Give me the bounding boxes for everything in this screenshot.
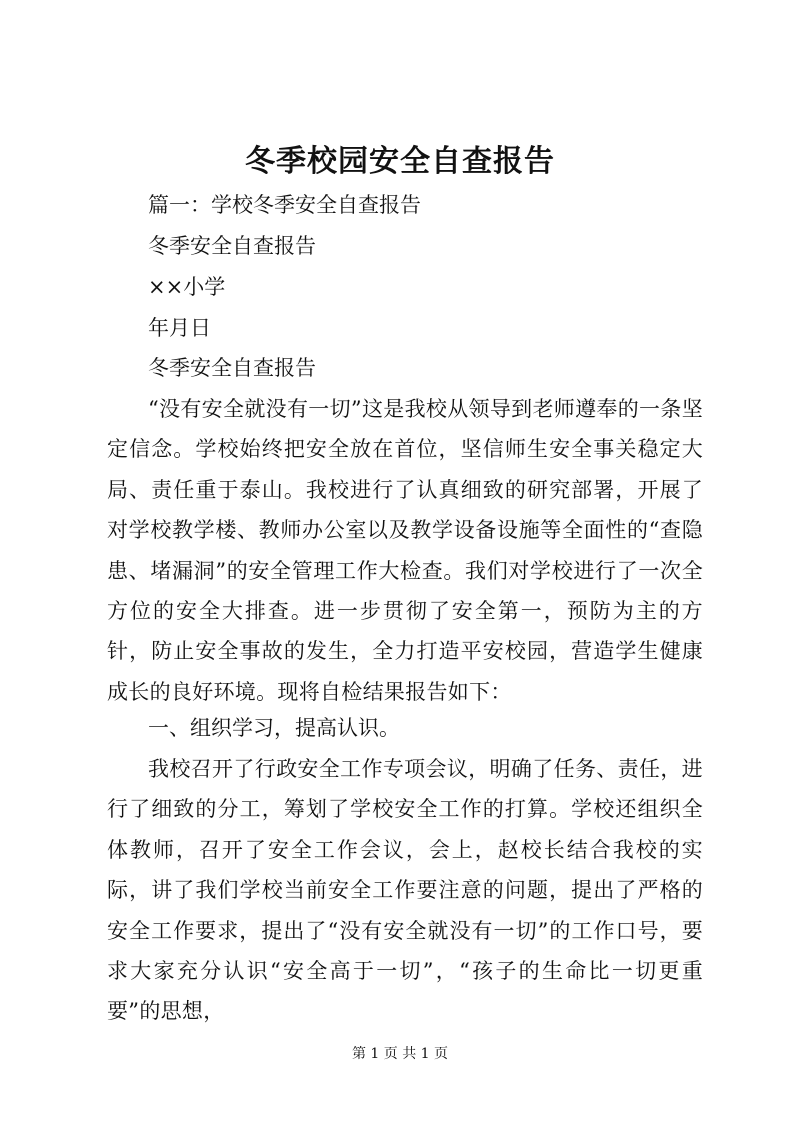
report-name-line: 冬季安全自查报告 (148, 234, 316, 258)
body-paragraph-intro: “没有安全就没有一切”这是我校从领导到老师遵奉的一条坚定信念。学校始终把安全放在首位，坚信师生安全事关稳定大局、责任重于泰山。我校进行了认真细致的研究部署，开展了对学校教学楼、教师办公室以及教学设备设施等全面性的“查隐患、堵漏洞”的安全管理工作大检查。我们对学校进行了一次全方位的安全大排查。进一步贯彻了安全第一，预防为主的方针，防止安全事故的发生，全力打造平安校园，营造学生健康成长的良好环境。现将自检结果报告如下： (107, 397, 703, 704)
section-heading: 一、组织学习，提高认识。 (148, 716, 400, 740)
report-heading-line: 冬季安全自查报告 (148, 356, 316, 380)
page-footer: 第 1 页 共 1 页 (351, 1046, 449, 1062)
date-line: 年月日 (148, 316, 211, 340)
body-paragraph-organization: 我校召开了行政安全工作专项会议，明确了任务、责任，进行了细致的分工，筹划了学校安全工作的打算。学校还组织全体教师，召开了安全工作会议，会上，赵校长结合我校的实际，讲了我们学校当前安全工作要注意的问题，提出了严格的安全工作要求，提出了“没有安全就没有一切”的工作口号，要求大家充分认识“安全高于一切”，“孩子的生命比一切更重要”的思想， (107, 757, 703, 1024)
school-name-line: ××小学 (148, 275, 226, 299)
subtitle-line: 篇一：学校冬季安全自查报告 (148, 193, 421, 217)
document-title: 冬季校园安全自查报告 (245, 144, 555, 179)
